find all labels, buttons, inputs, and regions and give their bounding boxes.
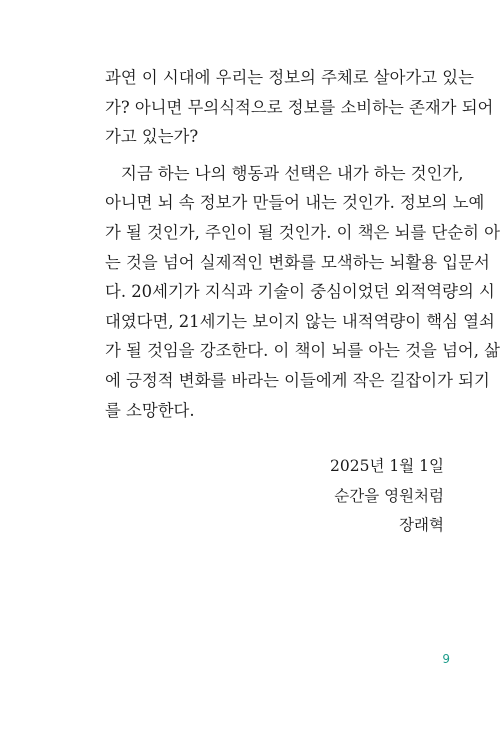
page-number: 9 <box>442 652 450 666</box>
text-line: 다. 20세기가 지식과 기술이 중심이었던 외적역량의 시 <box>105 282 495 302</box>
text-line: 가고 있는가? <box>105 127 199 147</box>
signature-place: 순간을 영원처럼 <box>334 486 444 505</box>
text-line: 아니면 뇌 속 정보가 만들어 내는 것인가. 정보의 노예 <box>105 193 485 213</box>
text-line: 가? 아니면 무의식적으로 정보를 소비하는 존재가 되어 <box>105 97 494 117</box>
paragraph-gap <box>105 152 445 159</box>
body-text <box>105 63 500 425</box>
paragraph-1 <box>105 63 494 152</box>
text-line: 가 될 것인가, 주인이 될 것인가. 이 책은 뇌를 단순히 아 <box>105 222 500 242</box>
text-line: 가 될 것임을 강조한다. 이 책이 뇌를 아는 것을 넘어, 삶 <box>105 341 500 361</box>
paragraph-2 <box>105 159 500 425</box>
text-line: 지금 하는 나의 행동과 선택은 내가 하는 것인가, <box>121 163 464 183</box>
signature-block <box>330 452 444 541</box>
signature-date: 2025년 1월 1일 <box>330 457 444 475</box>
text-line: 에 긍정적 변화를 바라는 이들에게 작은 길잡이가 되기 <box>105 370 490 390</box>
text-line: 는 것을 넘어 실제적인 변화를 모색하는 뇌활용 입문서 <box>105 252 490 272</box>
text-line: 과연 이 시대에 우리는 정보의 주체로 살아가고 있는 <box>105 68 474 87</box>
text-line: 대였다면, 21세기는 보이지 않는 내적역량이 핵심 열쇠 <box>105 311 495 331</box>
signature-author: 장래혁 <box>399 516 444 535</box>
text-line: 를 소망한다. <box>105 400 195 420</box>
